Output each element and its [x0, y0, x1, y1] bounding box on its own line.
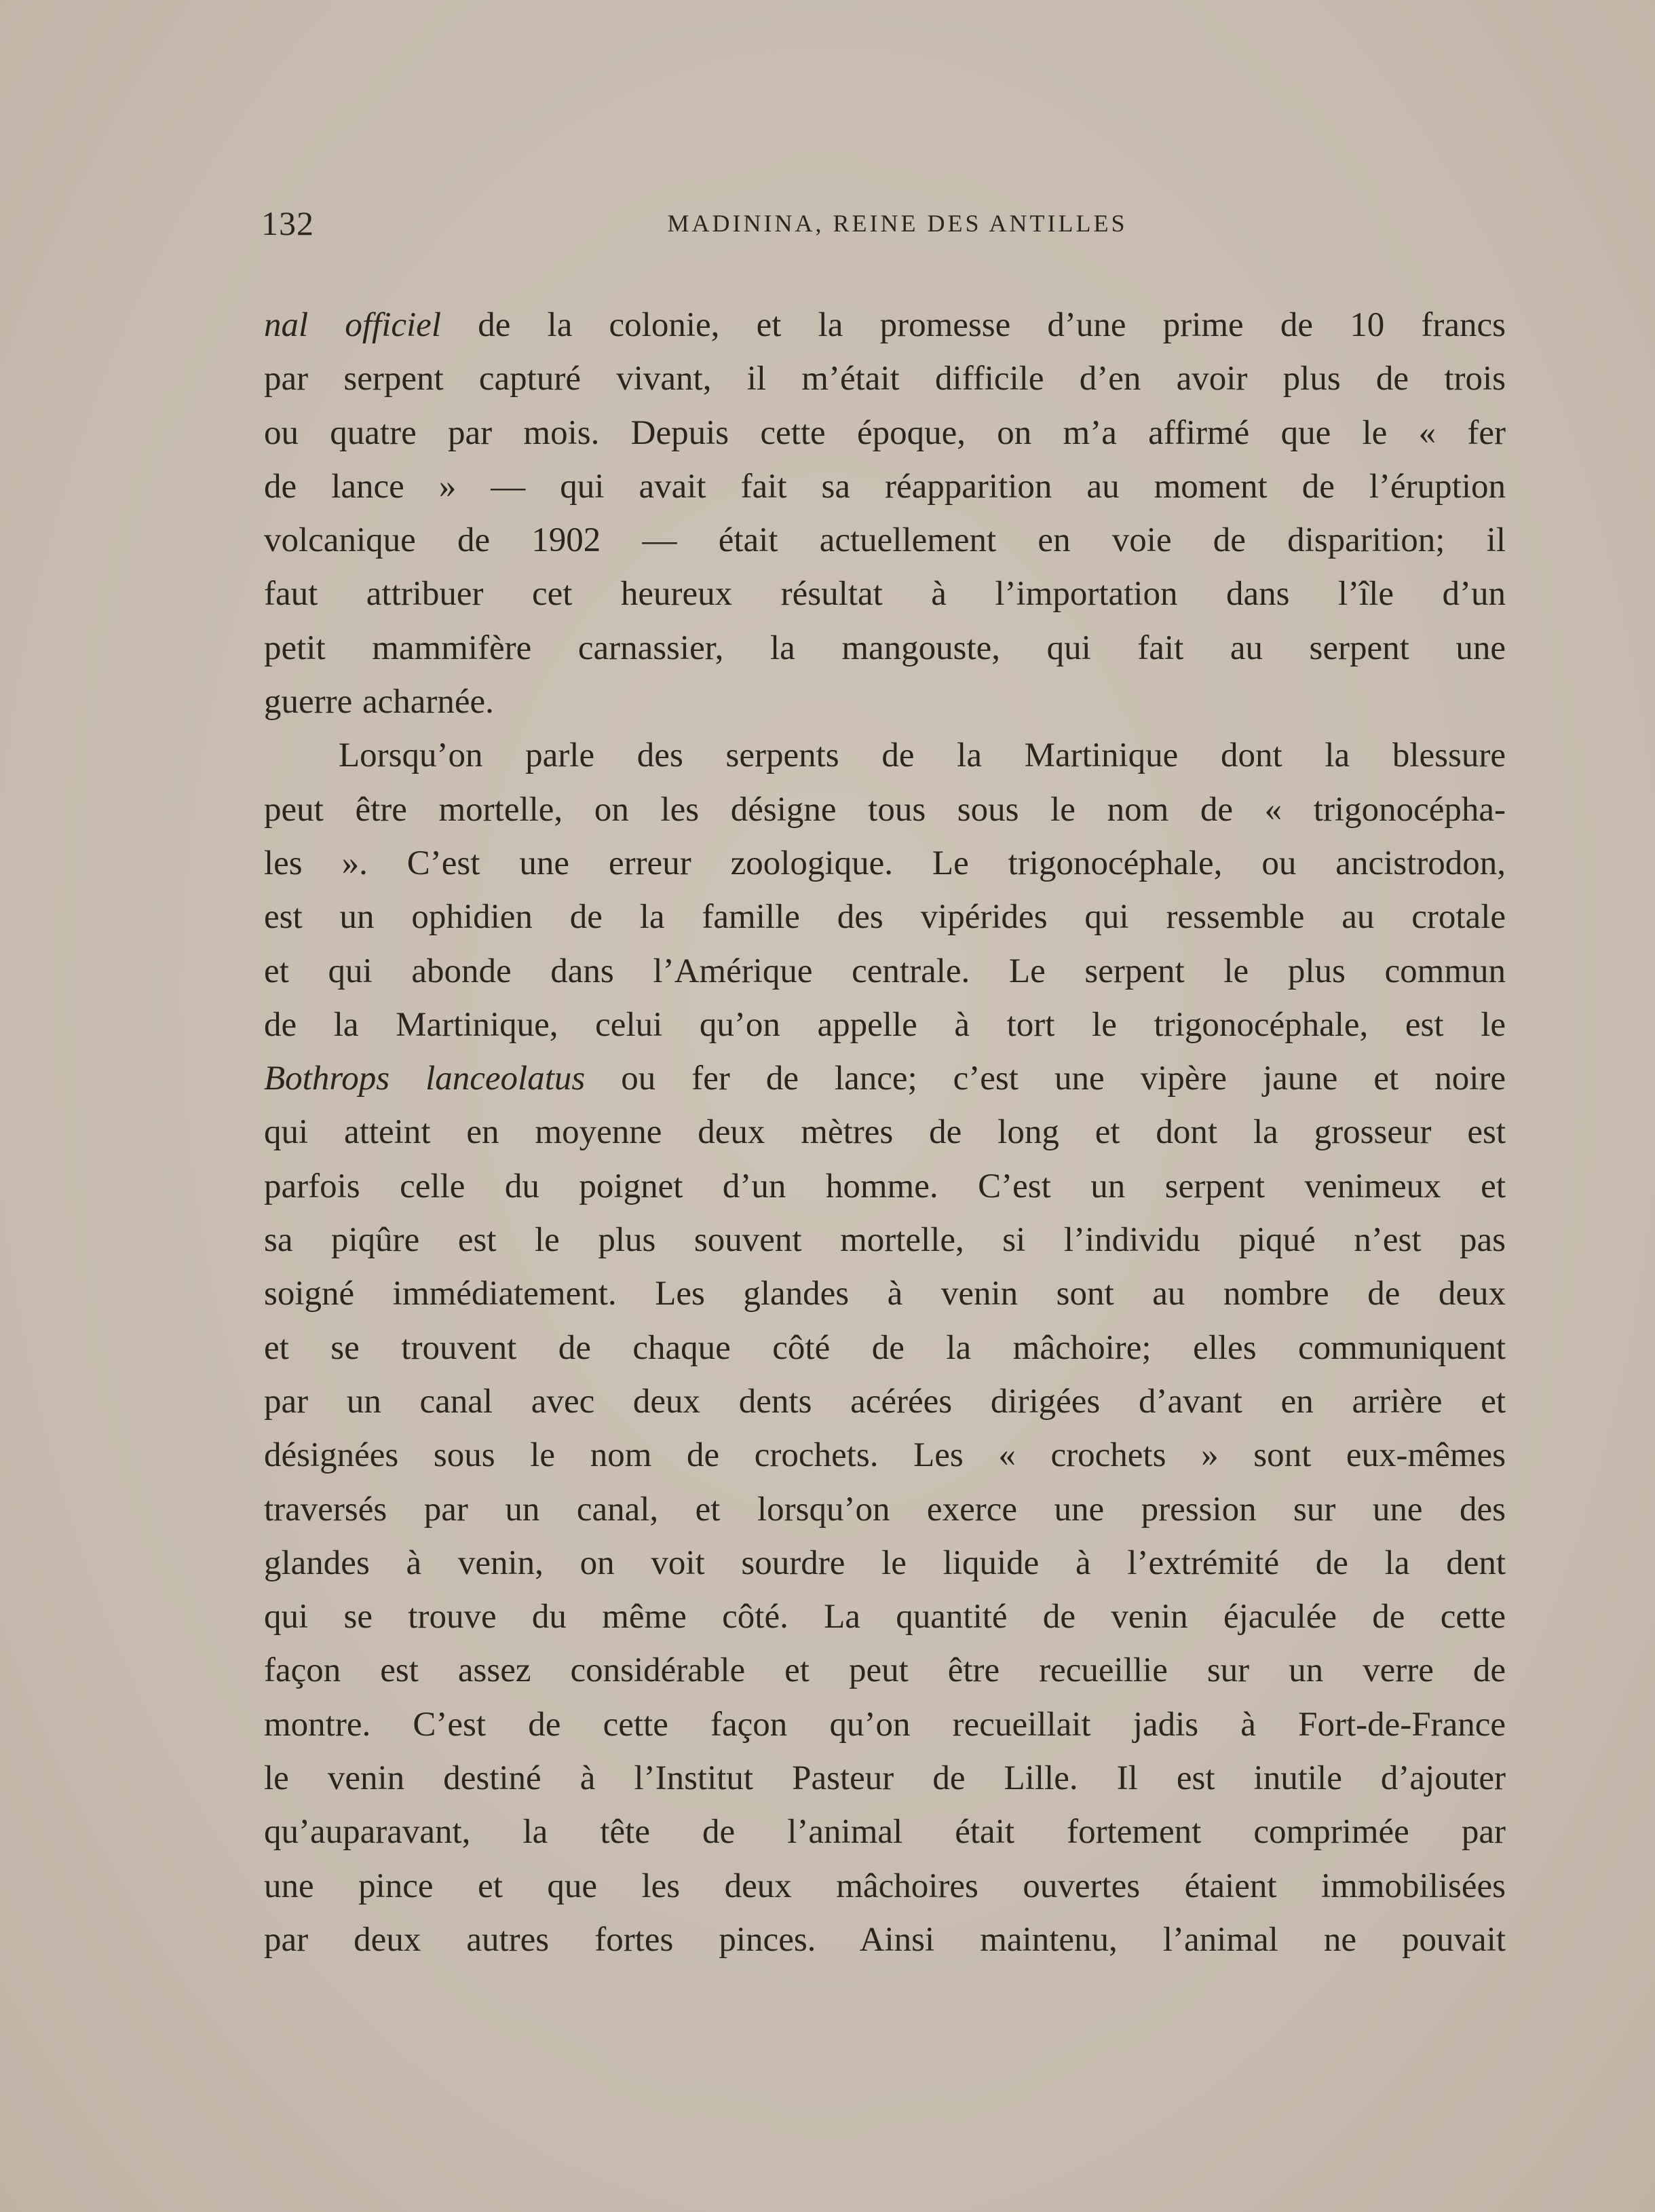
text-line: [264, 1267, 1506, 1321]
line-text: Lorsqu’on parle des serpents de la Martinique dont la blessure: [339, 736, 1506, 775]
page-header: [261, 204, 1506, 244]
text-line: [264, 1375, 1506, 1429]
italic-text: nal officiel: [264, 306, 441, 344]
line-text: qui atteint en moyenne deux mètres de long et dont la grosseur est: [264, 1113, 1506, 1152]
text-line: [264, 514, 1506, 567]
line-text: et se trouvent de chaque côté de la mâchoire; elles communiquent: [264, 1328, 1506, 1367]
text-line: [264, 299, 1506, 352]
line-text: de la Martinique, celui qu’on appelle à tort le trigonocéphale, est le: [264, 1005, 1506, 1044]
line-text: guerre acharnée.: [264, 683, 494, 721]
line-text: ou fer de lance; c’est une vipère jaune et noire: [585, 1060, 1506, 1098]
running-title: MADININA, REINE DES ANTILLES: [667, 210, 1128, 237]
line-text: une pince et que les deux mâchoires ouvertes étaient immobilisées: [264, 1867, 1506, 1905]
line-text: petit mammifère carnassier, la mangouste, qui fait au serpent une: [264, 629, 1506, 667]
text-line: [264, 998, 1506, 1052]
text-line: [264, 460, 1506, 514]
line-text: qu’auparavant, la tête de l’animal était fortement comprimée par: [264, 1813, 1506, 1852]
text-line: [264, 1429, 1506, 1482]
italic-text: Bothrops lanceolatus: [264, 1060, 586, 1098]
line-text: sa piqûre est le plus souvent mortelle, si l’individu piqué n’est pas: [264, 1221, 1506, 1260]
text-line: [264, 622, 1506, 675]
line-text: volcanique de 1902 — était actuellement en voie de disparition; il: [264, 521, 1506, 560]
text-line: [264, 1698, 1506, 1752]
line-text: qui se trouve du même côté. La quantité de venin éjaculée de cette: [264, 1598, 1506, 1636]
text-line: [264, 1052, 1506, 1106]
line-text: de la colonie, et la promesse d’une prime de 10 francs: [441, 306, 1506, 344]
line-text: par deux autres fortes pinces. Ainsi maintenu, l’animal ne pouvait: [264, 1920, 1506, 1959]
text-line: [264, 1483, 1506, 1537]
text-line: [264, 567, 1506, 621]
line-text: ou quatre par mois. Depuis cette époque, on m’a affirmé que le « fer: [264, 413, 1506, 452]
line-text: montre. C’est de cette façon qu’on recueillait jadis à Fort-de-France: [264, 1705, 1506, 1744]
text-line: [264, 1537, 1506, 1590]
line-text: désignées sous le nom de crochets. Les « crochets » sont eux-mêmes: [264, 1436, 1506, 1475]
text-line: [264, 945, 1506, 998]
line-text: peut être mortelle, on les désigne tous sous le nom de « trigonocépha-: [264, 790, 1506, 829]
text-line: [264, 1106, 1506, 1159]
text-line: [264, 675, 1506, 729]
text-line: [264, 837, 1506, 891]
line-text: parfois celle du poignet d’un homme. C’est un serpent venimeux et: [264, 1167, 1506, 1205]
text-line: [264, 352, 1506, 406]
body-text: [264, 299, 1506, 1967]
text-line: [264, 1752, 1506, 1805]
line-text: est un ophidien de la famille des vipérides qui ressemble au crotale: [264, 898, 1506, 937]
line-text: par un canal avec deux dents acérées dirigées d’avant en arrière et: [264, 1382, 1506, 1421]
line-text: glandes à venin, on voit sourdre le liquide à l’extrémité de la dent: [264, 1543, 1506, 1582]
line-text: et qui abonde dans l’Amérique centrale. Le serpent le plus commun: [264, 952, 1506, 990]
text-line: [264, 1321, 1506, 1375]
text-line: [264, 1860, 1506, 1913]
line-text: traversés par un canal, et lorsqu’on exerce une pression sur une des: [264, 1490, 1506, 1529]
line-text: soigné immédiatement. Les glandes à venin sont au nombre de deux: [264, 1275, 1506, 1313]
text-line: [264, 1590, 1506, 1644]
page-number: 132: [261, 204, 314, 242]
line-text: faut attribuer cet heureux résultat à l’importation dans l’île d’un: [264, 575, 1506, 614]
text-line: [264, 783, 1506, 837]
line-text: de lance » — qui avait fait sa réapparition au moment de l’éruption: [264, 467, 1506, 506]
text-line: [264, 407, 1506, 460]
text-line: [264, 1913, 1506, 1967]
line-text: les ». C’est une erreur zoologique. Le trigonocéphale, ou ancistrodon,: [264, 844, 1506, 882]
text-line: [264, 891, 1506, 944]
text-line: [264, 1160, 1506, 1214]
text-line: [264, 729, 1506, 783]
line-text: façon est assez considérable et peut être recueillie sur un verre de: [264, 1651, 1506, 1690]
text-line: [264, 1644, 1506, 1698]
text-line: [264, 1805, 1506, 1859]
text-line: [264, 1214, 1506, 1267]
line-text: le venin destiné à l’Institut Pasteur de Lille. Il est inutile d’ajouter: [264, 1759, 1506, 1798]
line-text: par serpent capturé vivant, il m’était difficile d’en avoir plus de trois: [264, 360, 1506, 398]
